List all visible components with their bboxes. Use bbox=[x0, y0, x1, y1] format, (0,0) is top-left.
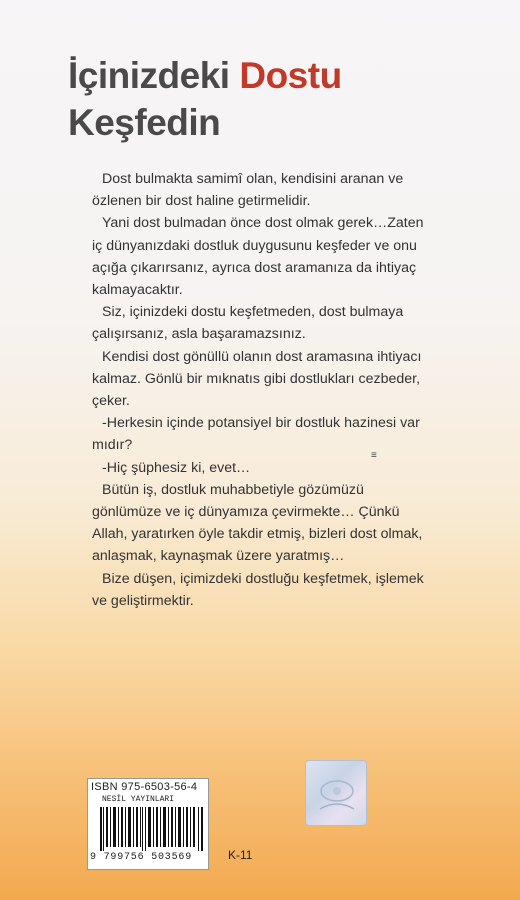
isbn-number: ISBN 975-6503-56-4 bbox=[91, 781, 198, 793]
small-mark-icon: ≡ bbox=[371, 450, 377, 461]
barcode-digits: 9 799756 503569 bbox=[90, 852, 193, 863]
blurb-paragraph: -Herkesin içinde potansiyel bir dostluk hazinesi var mıdır? bbox=[92, 415, 420, 454]
book-code: K-11 bbox=[228, 848, 253, 862]
title-prefix: İçinizdeki bbox=[68, 55, 230, 96]
blurb-paragraph: Yani dost bulmadan önce dost olmak gerek…Zaten iç dünyanızdaki dostluk duygusunu keşfeder ve onu açığa çıkarırsanız, ayrıca dost aramanıza da ihtiyaç kalmayacaktır. bbox=[92, 215, 424, 299]
blurb-paragraph: Siz, içinizdeki dostu keşfetmeden, dost bulmaya çalışırsanız, asla başaramazsınız. bbox=[92, 304, 404, 343]
title-line-2: Keşfedin bbox=[68, 102, 221, 143]
blurb-paragraph: Bütün iş, dostluk muhabbetiyle gözümüzü gönlümüze ve iç dünyamıza çevirmekte… Çünkü Allah, yaratırken öyle takdir etmiş, bizleri dost olmak, anlaşmak, kaynaşmak üzere yaratmış… bbox=[92, 481, 423, 565]
blurb-paragraph: Dost bulmakta samimî olan, kendisini aranan ve özlenen bir dost haline getirmelidir. bbox=[92, 171, 404, 210]
book-title bbox=[68, 52, 342, 146]
blurb-paragraph: -Hiç şüphesiz ki, evet… bbox=[102, 459, 251, 476]
publisher-name: NESİL YAYINLARI bbox=[102, 795, 175, 804]
barcode-icon bbox=[100, 807, 204, 851]
blurb-text bbox=[92, 168, 432, 612]
title-line-1 bbox=[68, 52, 342, 99]
blurb-paragraph: Bize düşen, içimizdeki dostluğu keşfetmek, işlemek ve geliştirmektir. bbox=[92, 570, 424, 609]
title-accent-word: Dostu bbox=[239, 55, 342, 96]
isbn-barcode-box bbox=[87, 778, 209, 870]
hologram-sticker-icon bbox=[305, 760, 367, 826]
blurb-paragraph: Kendisi dost gönüllü olanın dost aramasına ihtiyacı kalmaz. Gönlü bir mıknatıs gibi dostlukları cezbeder, çeker. bbox=[92, 348, 422, 410]
